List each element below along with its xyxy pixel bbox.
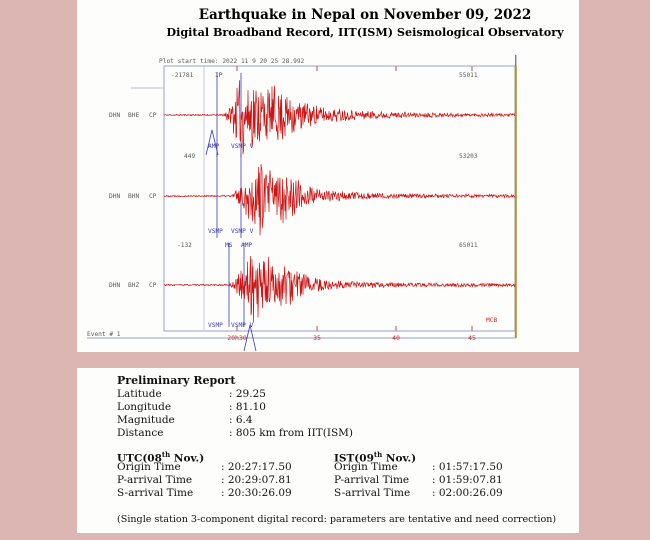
component-label: BHN xyxy=(128,193,140,200)
ist-s-value: : 02:00:26.09 xyxy=(432,487,503,499)
phase-pick-label: IP xyxy=(215,72,223,79)
ist-origin-row xyxy=(334,461,564,474)
trace-max-count-label: 53203 xyxy=(459,153,478,160)
corner-station-label: MCB xyxy=(486,317,498,324)
channel-flag-label: CP xyxy=(149,193,157,200)
seismogram-panel xyxy=(77,0,579,352)
distance-label: Distance xyxy=(117,427,164,439)
report-row-latitude xyxy=(117,388,353,401)
phase-pick-label: VSMP V xyxy=(231,228,254,235)
trace-min-count-label: 449 xyxy=(184,153,196,160)
phase-pick-label: VSMP V xyxy=(231,143,254,150)
phase-pick-label: AMP xyxy=(208,143,220,150)
utc-p-label: P-arrival Time xyxy=(117,474,193,486)
report-parameter-list xyxy=(117,388,353,440)
utc-s-value: : 20:30:26.09 xyxy=(221,487,292,499)
ist-origin-value: : 01:57:17.50 xyxy=(432,461,503,473)
ist-p-label: P-arrival Time xyxy=(334,474,410,486)
figure-title: Earthquake in Nepal on November 09, 2022 xyxy=(198,7,532,23)
phase-pick-label: VSMP xyxy=(208,322,223,329)
utc-times-column xyxy=(117,448,332,500)
x-axis-tick-label: 20h30 xyxy=(227,334,247,342)
utc-heading-sup: th xyxy=(161,450,171,459)
longitude-value: : 81.10 xyxy=(229,401,266,413)
trace-max-count-label: 65011 xyxy=(459,242,478,249)
trace-max-count-label: 55011 xyxy=(459,72,478,79)
channel-flag-label: CP xyxy=(149,282,157,289)
utc-p-arrival-row xyxy=(117,474,332,487)
seismic-trace xyxy=(164,256,515,323)
latitude-label: Latitude xyxy=(117,388,162,400)
ist-heading-sup: th xyxy=(373,450,383,459)
utc-origin-row xyxy=(117,461,332,474)
utc-heading-suffix: Nov.) xyxy=(170,452,205,465)
magnitude-value: : 6.4 xyxy=(229,414,253,426)
plot-start-time-label: Plot start time: 2022 11 9 20 25 28.992 xyxy=(159,58,305,65)
phase-pick-label: VSMP xyxy=(208,228,223,235)
utc-heading xyxy=(117,448,332,465)
ist-p-value: : 01:59:07.81 xyxy=(432,474,503,486)
report-footnote: (Single station 3-component digital record: parameters are tentative and need correction) xyxy=(117,514,557,525)
utc-origin-label: Origin Time xyxy=(117,461,181,473)
report-row-magnitude xyxy=(117,414,353,427)
ist-s-label: S-arrival Time xyxy=(334,487,411,499)
ist-heading xyxy=(334,448,564,465)
component-label: BHZ xyxy=(128,282,140,289)
ist-heading-prefix: IST(09 xyxy=(334,452,374,465)
ist-origin-label: Origin Time xyxy=(334,461,398,473)
station-label: DHN xyxy=(109,112,121,119)
trace-min-count-label: -132 xyxy=(177,242,192,249)
figure-subtitle: Digital Broadband Record, IIT(ISM) Seismological Observatory xyxy=(166,25,564,39)
station-label: DHN xyxy=(109,282,121,289)
trace-min-count-label: -21781 xyxy=(171,72,194,79)
event-number-label: Event # 1 xyxy=(87,331,121,338)
component-label: BHE xyxy=(128,112,140,119)
ist-s-arrival-row xyxy=(334,487,564,500)
report-heading: Preliminary Report xyxy=(117,374,236,387)
utc-s-label: S-arrival Time xyxy=(117,487,194,499)
station-label: DHN xyxy=(109,193,121,200)
x-axis-tick-label: 45 xyxy=(468,334,476,342)
ist-times-column xyxy=(334,448,564,500)
x-axis-tick-label: 40 xyxy=(392,334,400,342)
longitude-label: Longitude xyxy=(117,401,172,413)
seismogram-figure xyxy=(77,0,579,352)
ist-p-arrival-row xyxy=(334,474,564,487)
x-axis-tick-label: 35 xyxy=(313,334,321,342)
utc-p-value: : 20:29:07.81 xyxy=(221,474,292,486)
report-row-distance xyxy=(117,427,353,440)
phase-pick-label: VSMP V xyxy=(231,322,254,329)
seismogram-plot xyxy=(87,55,516,351)
latitude-value: : 29.25 xyxy=(229,388,266,400)
ist-heading-suffix: Nov.) xyxy=(382,452,417,465)
utc-heading-prefix: UTC(08 xyxy=(117,452,162,465)
channel-flag-label: CP xyxy=(149,112,157,119)
phase-pick-label: MS xyxy=(225,242,233,249)
report-panel xyxy=(77,368,579,533)
phase-pick-label: AMP xyxy=(241,242,253,249)
magnitude-label: Magnitude xyxy=(117,414,175,426)
utc-s-arrival-row xyxy=(117,487,332,500)
report-row-longitude xyxy=(117,401,353,414)
utc-origin-value: : 20:27:17.50 xyxy=(221,461,292,473)
distance-value: : 805 km from IIT(ISM) xyxy=(229,427,354,439)
